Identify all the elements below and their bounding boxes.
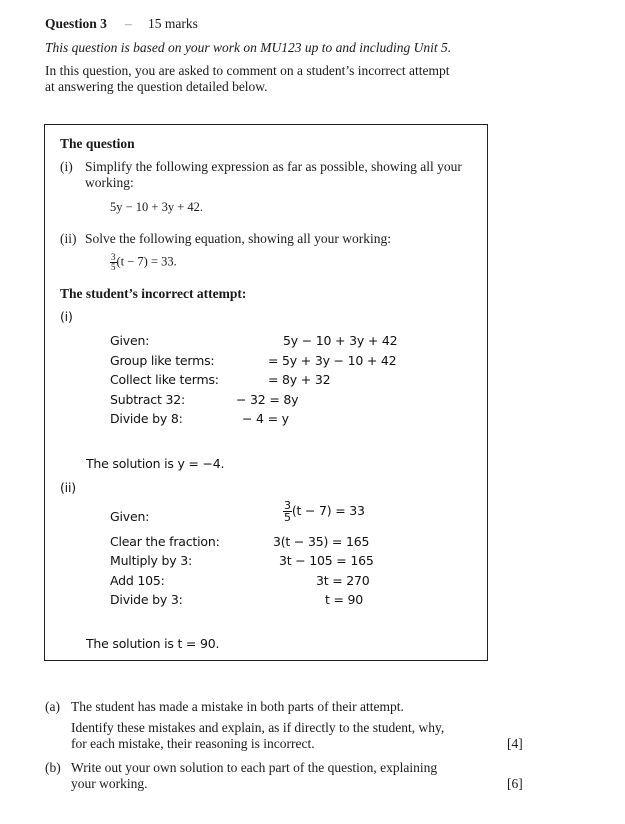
title-dash: – [125,16,132,31]
attempt-ii-step-label: Divide by 3: [110,592,183,607]
attempt-i-step-expr: = 8y + 32 [268,372,331,387]
task-b-line-2: your working. [71,776,148,791]
task-b-line-1: Write out your own solution to each part of the question, explaining [71,760,438,775]
task-a-line-2: Identify these mistakes and explain, as if directly to the student, why, [71,720,445,735]
task-a-marks: [4] [507,736,523,751]
attempt-ii-solution: The solution is t = 90. [86,636,220,651]
attempt-ii-step-label: Add 105: [110,573,165,588]
attempt-i-step-label: Group like terms: [110,353,215,368]
part-i-text-1: Simplify the following expression as far as possible, showing all your [85,159,462,174]
attempt-ii-step-label: Clear the fraction: [110,534,220,549]
attempt-ii-step-expr: t = 90 [325,592,364,607]
attempt-i-label: (i) [60,309,73,324]
attempt-ii-step-expr: 3t − 105 = 165 [279,553,374,568]
part-ii-frac-num: 3 [111,252,116,262]
attempt-i-step-expr: = 5y + 3y − 10 + 42 [268,353,397,368]
attempt-heading: The student’s incorrect attempt: [60,286,247,301]
attempt-ii-fraction [283,500,292,523]
task-b-marks: [6] [507,776,523,791]
attempt-i-step-expr: 5y − 10 + 3y + 42 [283,333,398,348]
attempt-i-step-label: Subtract 32: [110,392,185,407]
question-title: Question 3 [45,16,107,31]
task-a-line-1: The student has made a mistake in both parts of their attempt. [71,699,404,714]
intro-line-2: at answering the question detailed below. [45,79,268,94]
attempt-ii-given-rest: (t − 7) = 33 [291,503,365,518]
attempt-i-solution: The solution is y = −4. [86,456,225,471]
task-a-line-3: for each mistake, their reasoning is incorrect. [71,736,315,751]
part-ii-text: Solve the following equation, showing all your working: [85,231,391,246]
question-marks: 15 marks [148,16,198,31]
task-a-label: (a) [45,699,60,714]
attempt-i-step-label: Divide by 8: [110,411,183,426]
attempt-ii-step-expr: 3t = 270 [316,573,370,588]
attempt-ii-frac-num: 3 [284,499,291,512]
attempt-ii-given-label: Given: [110,509,150,524]
part-i-expression: 5y − 10 + 3y + 42. [110,200,204,214]
attempt-i-step-expr: − 4 = y [242,411,289,426]
question-heading: The question [60,136,135,151]
attempt-ii-step-label: Multiply by 3: [110,553,193,568]
attempt-ii-given-expr [283,500,365,523]
attempt-ii-label: (ii) [60,480,76,495]
part-ii-equation-rest: (t − 7) = 33. [116,254,177,269]
intro-line-1: In this question, you are asked to comment on a student’s incorrect attempt [45,63,450,78]
part-ii-equation [110,253,177,272]
attempt-i-step-label: Given: [110,333,150,348]
attempt-ii-step-expr: 3(t − 35) = 165 [273,534,370,549]
part-i-text-2: working: [85,175,134,190]
part-ii-label: (ii) [60,231,77,246]
attempt-ii-frac-den: 5 [284,511,291,524]
task-b-label: (b) [45,760,61,775]
part-i-label: (i) [60,159,73,174]
attempt-i-step-expr: − 32 = 8y [236,392,299,407]
attempt-i-step-label: Collect like terms: [110,372,219,387]
basis-note: This question is based on your work on MU123 up to and including Unit 5. [45,40,452,55]
part-ii-frac-den: 5 [111,262,116,272]
